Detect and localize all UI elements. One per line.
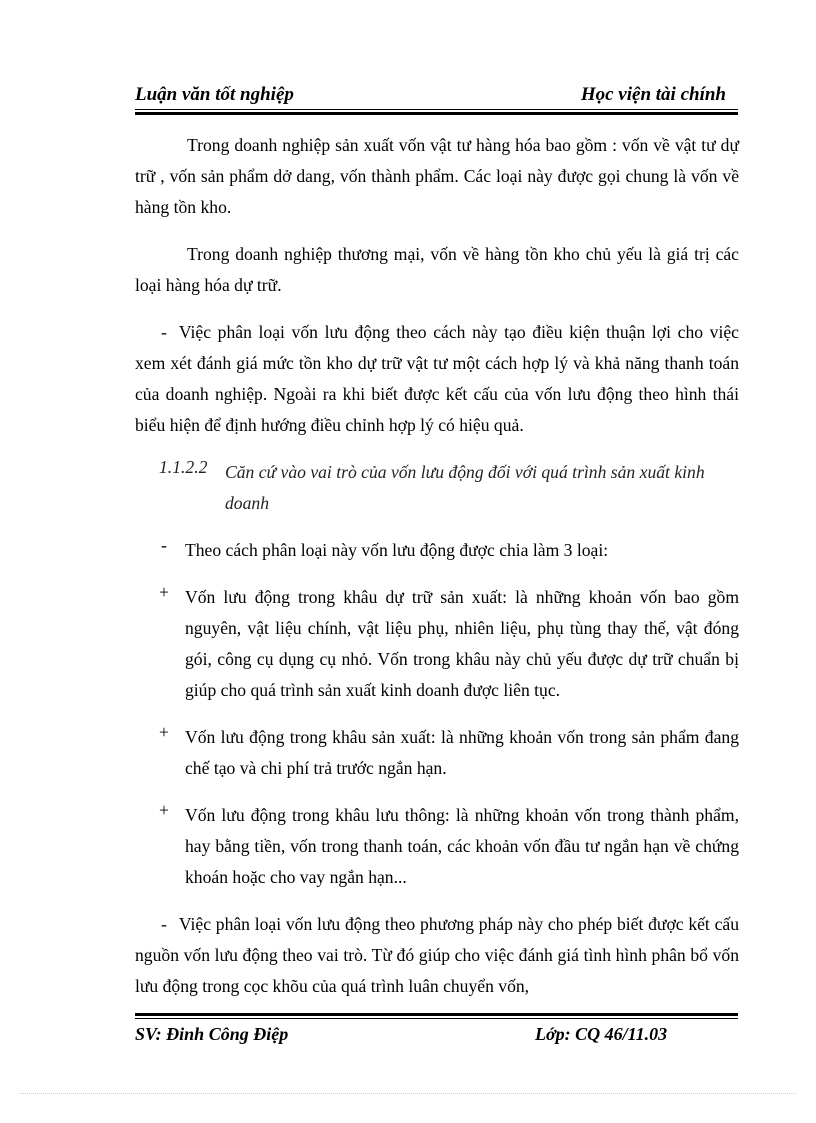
page-edge-line	[20, 1093, 796, 1094]
paragraph-inventory-commerce: Trong doanh nghiệp thương mại, vốn về hàng tồn kho chủ yếu là giá trị các loại hàng hóa dự trữ.	[135, 244, 739, 295]
paragraph-classification-benefit-text: Việc phân loại vốn lưu động theo cách này tạo điều kiện thuận lợi cho việc xem xét đánh giá mức tồn kho dự trữ vật tư một cách hợp lý và khả năng thanh toán của doanh nghiệp. Ngoài ra khi biết được kết cấu của vốn lưu động theo hình thái biểu hiện để định hướng điều chỉnh hợp lý có hiệu quả.	[135, 322, 739, 435]
dash-bullet: -	[161, 914, 167, 934]
section-title: Căn cứ vào vai trò của vốn lưu động đối với quá trình sản xuất kinh doanh	[225, 462, 705, 513]
list-item-dash-classification	[135, 535, 739, 566]
list-item-text: Vốn lưu động trong khâu lưu thông: là những khoản vốn trong thành phẩm, hay bằng tiền, vốn trong thanh toán, các khoản vốn đầu tư ngắn hạn về chứng khoán hoặc cho vay ngắn hạn...	[185, 805, 739, 887]
header-institution-label: Học viện tài chính	[580, 84, 726, 105]
page-body	[135, 130, 739, 1002]
section-heading	[135, 457, 739, 519]
paragraph-classification-role	[135, 909, 739, 1002]
footer-rule-thick	[135, 1013, 738, 1016]
page-footer	[135, 1024, 738, 1048]
list-item-text: Theo cách phân loại này vốn lưu động được chia làm 3 loại:	[185, 540, 609, 560]
dash-bullet: -	[161, 322, 167, 342]
list-item-text: Vốn lưu động trong khâu sản xuất: là những khoản vốn trong sản phẩm đang chế tạo và chi phí trả trước ngắn hạn.	[185, 727, 739, 778]
dash-bullet: -	[161, 535, 167, 555]
paragraph-inventory-production: Trong doanh nghiệp sản xuất vốn vật tư hàng hóa bao gồm : vốn về vật tư dự trữ , vốn sản phẩm dở dang, vốn thành phẩm. Các loại này được gọi chung là vốn về hàng tồn kho.	[135, 135, 739, 217]
plus-bullet: +	[159, 722, 169, 742]
list-item-text: Vốn lưu động trong khâu dự trữ sản xuất: là những khoản vốn bao gồm nguyên, vật liệu chính, vật liệu phụ, nhiên liệu, phụ tùng thay thế, vật đóng gói, công cụ dụng cụ nhỏ. Vốn trong khâu này chủ yếu được dự trữ chuẩn bị giúp cho quá trình sản xuất kinh doanh được liên tục.	[185, 587, 739, 700]
list-item-production-capital	[135, 722, 739, 784]
footer-student-name: SV: Đinh Công Điệp	[135, 1024, 289, 1044]
header-rule-thick	[135, 112, 738, 115]
plus-bullet: +	[159, 582, 169, 602]
section-number: 1.1.2.2	[159, 457, 208, 477]
header-thesis-label: Luận văn tốt nghiệp	[135, 84, 294, 105]
header-rule-thin	[135, 109, 738, 110]
footer-rule-thin	[135, 1018, 738, 1019]
paragraph-classification-benefit	[135, 317, 739, 441]
footer-class-code: Lớp: CQ 46/11.03	[535, 1024, 668, 1044]
list-item-circulation-capital	[135, 800, 739, 893]
list-item-reserve-capital	[135, 582, 739, 706]
paragraph-classification-role-text: Việc phân loại vốn lưu động theo phương pháp này cho phép biết được kết cấu nguồn vốn lưu động theo vai trò. Từ đó giúp cho việc đánh giá tình hình phân bổ vốn lưu động trong cọc khõu của quá trình luân chuyển vốn,	[135, 914, 739, 996]
page-header	[135, 84, 738, 108]
plus-bullet: +	[159, 800, 169, 820]
